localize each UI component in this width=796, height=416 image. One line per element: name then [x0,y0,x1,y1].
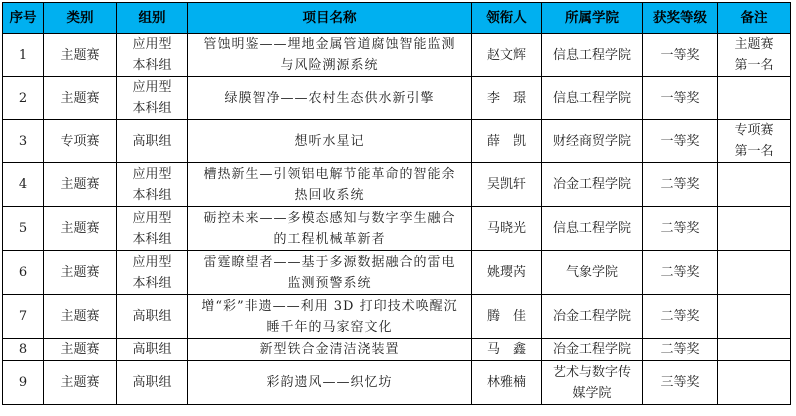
award-level-cell: 一等奖 [643,120,718,163]
group-cell-line: 高职组 [132,133,172,149]
group-cell-line: 应用型 [132,80,172,95]
leader-cell: 马晓光 [472,207,542,251]
college-cell-line: 财经商贸学院 [552,133,631,149]
project-name-cell [188,34,472,77]
note-cell-line: 第一名 [734,58,774,73]
header-row [3,3,791,34]
award-level-cell: 二等奖 [643,207,718,251]
project-name-cell-line: 与风险溯源系统 [280,58,379,73]
table-row [3,77,791,120]
college-cell [542,251,643,295]
serial-number-cell: 1 [3,34,44,77]
project-name-cell-line: 彩韵遗风——织忆坊 [266,375,393,390]
category-cell: 主题赛 [44,34,117,77]
college-cell-line: 信息工程学院 [552,47,631,63]
project-name-cell-line: 的工程机械革新者 [273,231,386,247]
category-cell: 主题赛 [44,339,117,361]
project-name-cell-line: 管蚀明鉴——埋地金属管道腐蚀智能监测 [203,37,456,52]
table-row [3,34,791,77]
college-cell-line: 艺术与数字传 [552,364,631,380]
project-name-cell [188,163,472,207]
note-cell [718,295,791,339]
category-cell: 主题赛 [44,295,117,339]
project-name-cell [188,77,472,120]
group-cell-line: 应用型 [132,254,172,270]
group-cell-line: 本科组 [132,187,172,203]
college-cell-line: 信息工程学院 [552,221,631,236]
category-cell: 主题赛 [44,207,117,251]
serial-number-cell: 3 [3,120,44,163]
group-cell [117,77,188,120]
note-cell-line: 第一名 [734,144,774,159]
note-cell [718,207,791,251]
project-name-cell-line: 想听水星记 [294,133,365,149]
category-cell: 主题赛 [44,163,117,207]
group-cell [117,207,188,251]
awards-table [2,2,791,405]
leader-cell: 吴凯轩 [472,163,542,207]
group-cell-line: 高职组 [132,309,172,324]
project-name-cell [188,339,472,361]
award-level-cell: 三等奖 [643,361,718,405]
group-cell [117,339,188,361]
college-cell [542,295,643,339]
serial-number-cell: 8 [3,339,44,361]
award-level-cell: 二等奖 [643,339,718,361]
header-cell: 领衔人 [472,3,542,34]
college-cell-line: 媒学院 [572,385,612,401]
group-cell [117,251,188,295]
header-cell: 所属学院 [542,3,643,34]
group-cell-line: 本科组 [132,101,172,116]
serial-number-cell: 4 [3,163,44,207]
project-name-cell [188,207,472,251]
header-cell: 备注 [718,3,791,34]
leader-cell: 薛 凯 [472,120,542,163]
award-level-cell: 二等奖 [643,295,718,339]
group-cell [117,120,188,163]
college-cell [542,361,643,405]
college-cell-line: 气象学院 [565,265,618,280]
project-name-cell [188,361,472,405]
awards-table-container [2,2,791,405]
note-cell [718,251,791,295]
group-cell [117,34,188,77]
project-name-cell-line: 槽热新生—引领铝电解节能革命的智能余 [203,166,456,182]
college-cell [542,339,643,361]
project-name-cell [188,295,472,339]
project-name-cell-line: 雷霆瞭望者——基于多源数据融合的雷电 [203,254,456,270]
table-row [3,207,791,251]
note-cell-line: 专项赛 [734,123,774,138]
group-cell [117,295,188,339]
note-cell [718,77,791,120]
college-cell [542,120,643,163]
note-cell [718,339,791,361]
table-row [3,251,791,295]
table-row [3,120,791,163]
group-cell-line: 本科组 [132,58,172,73]
category-cell: 主题赛 [44,77,117,120]
group-cell-line: 本科组 [132,275,172,291]
header-cell: 获奖等级 [643,3,718,34]
note-cell [718,34,791,77]
note-cell [718,120,791,163]
category-cell: 专项赛 [44,120,117,163]
college-cell [542,77,643,120]
award-level-cell: 二等奖 [643,163,718,207]
college-cell-line: 冶金工程学院 [552,342,631,357]
project-name-cell [188,251,472,295]
header-cell: 类别 [44,3,117,34]
serial-number-cell: 5 [3,207,44,251]
award-level-cell: 二等奖 [643,251,718,295]
serial-number-cell: 6 [3,251,44,295]
table-row [3,361,791,405]
leader-cell: 赵文辉 [472,34,542,77]
table-row [3,295,791,339]
award-level-cell: 一等奖 [643,77,718,120]
note-cell [718,163,791,207]
college-cell-line: 冶金工程学院 [552,177,631,192]
project-name-cell-line: 砺控未来——多模态感知与数字孪生融合 [203,210,456,226]
group-cell [117,163,188,207]
table-row [3,339,791,361]
serial-number-cell: 7 [3,295,44,339]
group-cell-line: 高职组 [132,342,172,357]
group-cell-line: 应用型 [132,210,172,226]
college-cell-line: 信息工程学院 [552,90,631,106]
college-cell [542,34,643,77]
header-cell: 序号 [3,3,44,34]
group-cell-line: 本科组 [132,231,172,247]
header-cell: 组别 [117,3,188,34]
leader-cell: 姚璎芮 [472,251,542,295]
group-cell-line: 高职组 [132,375,172,390]
college-cell-line: 冶金工程学院 [552,309,631,324]
note-cell-line: 主题赛 [734,37,774,52]
leader-cell: 林雅楠 [472,361,542,405]
note-cell [718,361,791,405]
table-body [3,34,791,405]
serial-number-cell: 2 [3,77,44,120]
project-name-cell-line: 新型铁合金清洁浇装置 [259,342,400,357]
serial-number-cell: 9 [3,361,44,405]
project-name-cell-line: 监测预警系统 [287,275,372,291]
project-name-cell-line: 睡千年的马家窑文化 [266,319,393,335]
leader-cell: 腾 佳 [472,295,542,339]
project-name-cell-line: 绿膜智净——农村生态供水新引擎 [224,90,435,106]
leader-cell: 马 鑫 [472,339,542,361]
leader-cell: 李 璟 [472,77,542,120]
group-cell-line: 应用型 [132,166,172,182]
award-level-cell: 一等奖 [643,34,718,77]
table-row [3,163,791,207]
project-name-cell-line: 热回收系统 [294,187,365,203]
college-cell [542,207,643,251]
category-cell: 主题赛 [44,361,117,405]
college-cell [542,163,643,207]
group-cell-line: 应用型 [132,37,172,52]
group-cell [117,361,188,405]
header-cell: 项目名称 [188,3,472,34]
project-name-cell-line: 增“彩”非遗——利用 3D 打印技术唤醒沉 [201,298,458,314]
project-name-cell [188,120,472,163]
category-cell: 主题赛 [44,251,117,295]
